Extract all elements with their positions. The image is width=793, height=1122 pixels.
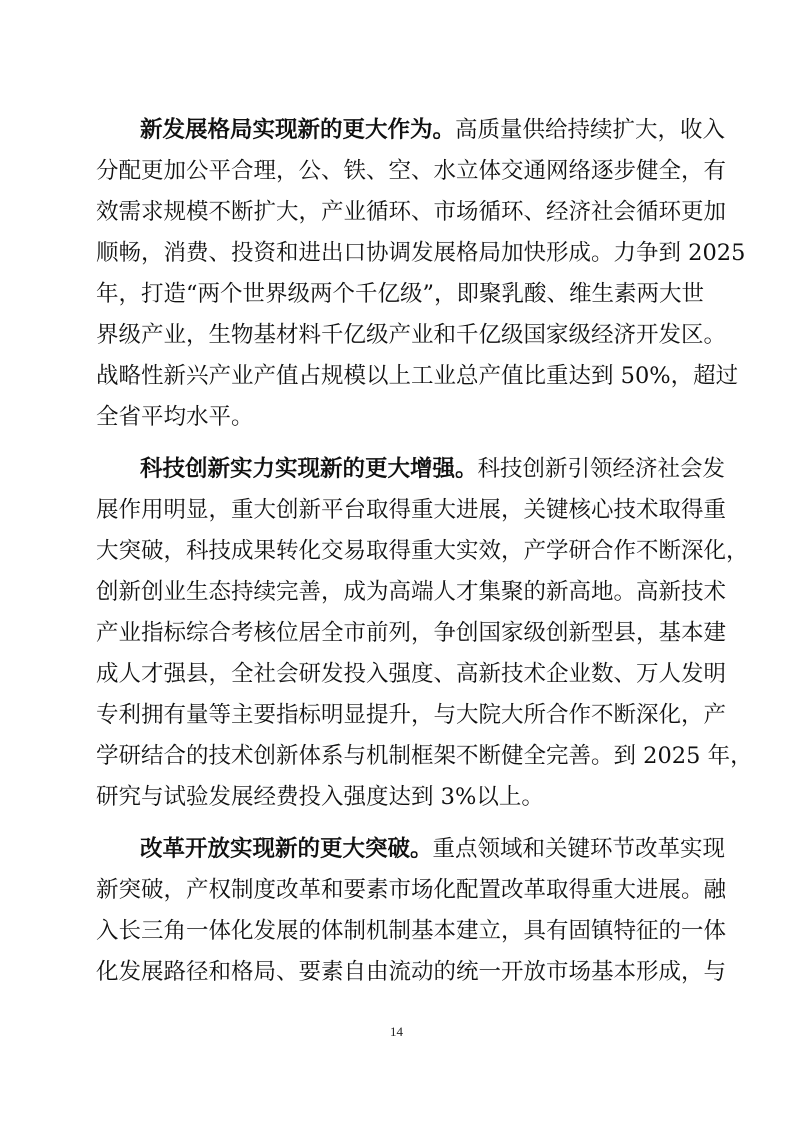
paragraph-3-line-3: 入长三角一体化发展的体制机制基本建立，具有固镇特征的一体 [96,918,727,944]
paragraph-2-line-9: 研究与试验发展经费投入强度达到 3%以上。 [96,784,544,810]
paragraph-1-line-3: 效需求规模不断扩大，产业循环、市场循环、经济社会循环更加 [96,199,727,225]
paragraph-2-line-5: 产业指标综合考核位居全市前列，争创国家级创新型县，基本建 [96,620,727,646]
paragraph-2-line-2: 展作用明显，重大创新平台取得重大进展，关键核心技术取得重 [96,497,727,523]
paragraph-3-line-1 [140,829,726,869]
paragraph-2-line-8: 学研结合的技术创新体系与机制框架不断健全完善。到 2025 年， [96,743,753,769]
paragraph-2-line-1 [140,449,726,489]
paragraph-2-line-1-text: 科技创新引领经济社会发 [477,456,726,482]
paragraph-1-line-1-text: 高质量供给持续扩大，收入 [455,117,726,143]
paragraph-3-heading: 改革开放实现新的更大突破。 [140,836,433,862]
paragraph-1-line-8: 全省平均水平。 [96,404,254,430]
paragraph-2-line-3: 大突破，科技成果转化交易取得重大实效，产学研合作不断深化， [96,538,749,564]
paragraph-2-line-4: 创新创业生态持续完善，成为高端人才集聚的新高地。高新技术 [96,579,727,605]
paragraph-3-line-4: 化发展路径和格局、要素自由流动的统一开放市场基本形成，与 [96,959,727,985]
paragraph-1-heading: 新发展格局实现新的更大作为。 [140,117,456,143]
page-number: 14 [390,1024,403,1039]
paragraph-2-line-6: 成人才强县，全社会研发投入强度、高新技术企业数、万人发明 [96,661,727,687]
paragraph-3-line-1-text: 重点领域和关键环节改革实现 [432,836,726,862]
paragraph-2-heading: 科技创新实力实现新的更大增强。 [140,456,478,482]
paragraph-1-line-5: 年，打造“两个世界级两个千亿级”，即聚乳酸、维生素两大世 [96,281,705,307]
paragraph-2-line-7: 专利拥有量等主要指标明显提升，与大院大所合作不断深化，产 [96,702,727,728]
paragraph-1-line-4: 顺畅，消费、投资和进出口协调发展格局加快形成。力争到 2025 [96,240,746,266]
paragraph-1-line-1 [140,110,726,150]
paragraph-1-line-6: 界级产业，生物基材料千亿级产业和千亿级国家级经济开发区。 [96,322,727,348]
paragraph-1-line-7: 战略性新兴产业产值占规模以上工业总产值比重达到 50%，超过 [96,363,739,389]
paragraph-3-line-2: 新突破，产权制度改革和要素市场化配置改革取得重大进展。融 [96,877,727,903]
paragraph-1-line-2: 分配更加公平合理，公、铁、空、水立体交通网络逐步健全，有 [96,158,727,184]
